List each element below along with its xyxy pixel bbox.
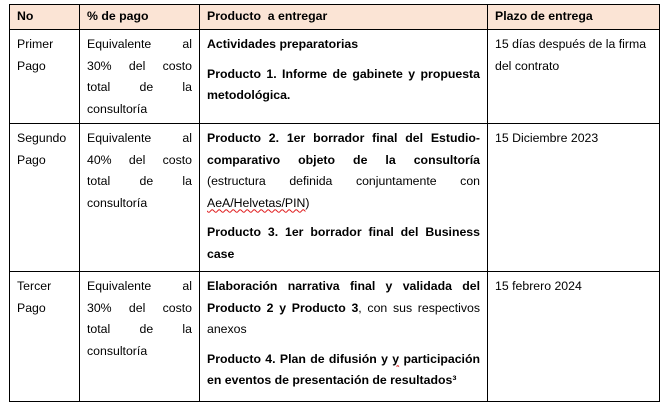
payment-number: Primer Pago — [10, 30, 80, 124]
product-cell — [200, 30, 488, 124]
payment-schedule-table — [9, 4, 660, 402]
product-line: Producto 1. Informe de gabinete y propuesta metodológica. — [207, 66, 480, 102]
header-deadline: Plazo de entrega — [488, 5, 660, 30]
header-product: Producto a entregar — [200, 5, 488, 30]
payment-number: Tercer Pago — [10, 272, 80, 402]
deadline: 15 Diciembre 2023 — [488, 124, 660, 272]
product-line: Producto 2. 1er borrador final del Estudio-comparativo objeto de la consultoría (estructura definida conjuntamente con AeA/Helvetas/PIN) — [207, 131, 480, 210]
table-row — [10, 272, 660, 402]
product-line: Elaboración narrativa final y validada del Producto 2 y Producto 3, con sus respectivos anexos — [207, 279, 480, 336]
header-row — [10, 5, 660, 30]
deadline: 15 días después de la firma del contrato — [488, 30, 660, 124]
payment-percent: Equivalente al 30% del costo total de la consultoría — [80, 30, 200, 124]
product-cell — [200, 272, 488, 402]
payment-percent: Equivalente al 30% del costo total de la consultoría — [80, 272, 200, 402]
header-no: No — [10, 5, 80, 30]
product-cell — [200, 124, 488, 272]
deadline: 15 febrero 2024 — [488, 272, 660, 402]
payment-percent: Equivalente al 40% del costo total de la consultoría — [80, 124, 200, 272]
product-line: Producto 3. 1er borrador final del Business case — [207, 225, 480, 261]
table-row — [10, 30, 660, 124]
product-line: Producto 4. Plan de difusión y y participación en eventos de presentación de resultados³ — [207, 351, 480, 387]
header-percent: % de pago — [80, 5, 200, 30]
table-row — [10, 124, 660, 272]
product-line: Actividades preparatorias — [207, 37, 359, 51]
payment-number: Segundo Pago — [10, 124, 80, 272]
